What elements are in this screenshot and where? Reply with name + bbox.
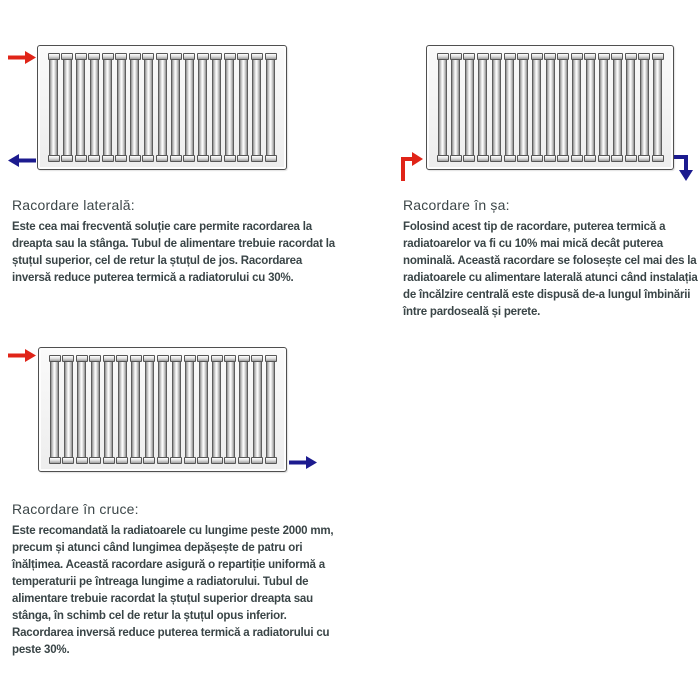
section-body-sa: Folosind acest tip de racordare, puterea termică a radiatoarelor va fi cu 10% mai mică decât puterea nominală. Această racordare se folosește cel mai des la radiatoarele cu alimentare laterală atunci când instalația de încălzire centrală este dispusă de-a lungul îmbinării între pardoseală și perete. [403, 221, 698, 318]
radiator-fin [570, 53, 583, 162]
radiator-fin [223, 53, 236, 162]
radiator-fin [196, 53, 209, 162]
radiator-fin [264, 355, 277, 464]
radiator-fin [584, 53, 597, 162]
radiator-fin [651, 53, 664, 162]
supply-flow-elbow-arrow-icon [399, 151, 424, 181]
supply-flow-arrow-icon [8, 349, 36, 362]
radiator-fin [224, 355, 237, 464]
radiator-fin [449, 53, 462, 162]
radiator-fin [517, 53, 530, 162]
radiator-fin [48, 355, 61, 464]
radiator-fin [129, 355, 142, 464]
radiator-fin [557, 53, 570, 162]
radiator-fin [197, 355, 210, 464]
radiator-fins [436, 53, 664, 162]
radiator-fin [264, 53, 277, 162]
radiator-fin [128, 53, 141, 162]
section-heading-lateral: Racordare laterală: [12, 197, 135, 213]
radiator-fin [210, 53, 223, 162]
radiator-fin [530, 53, 543, 162]
radiator-fin [170, 355, 183, 464]
radiator-fin [183, 355, 196, 464]
radiator-fin [463, 53, 476, 162]
radiator-fin [237, 355, 250, 464]
radiator-fin [503, 53, 516, 162]
section-heading-cruce: Racordare în cruce: [12, 501, 139, 517]
radiator-fin [102, 355, 115, 464]
radiator-fin [142, 53, 155, 162]
radiator-fin [156, 53, 169, 162]
radiator-illustration-sa [426, 45, 674, 170]
radiator-fin [544, 53, 557, 162]
return-flow-arrow-icon [289, 456, 317, 469]
radiator-fin [116, 355, 129, 464]
radiator-fin [611, 53, 624, 162]
radiator-illustration-cruce [38, 347, 287, 472]
radiator-fin [183, 53, 196, 162]
section-body-cruce: Este recomandată la radiatoarele cu lungime peste 2000 mm, precum și atunci când lungimea depășește de patru ori înălțimea. Această racordare asigură o repartiție uniformă a temperaturii pe întreaga lungime a radiatorului. Tubul de alimentare trebuie racordat la ștuțul superior dreapta sau stânga, în schimb cel de retur la ștuțul opus inferior. Racordarea inversă reduce puterea termică a radiatorului cu peste 30%. [12, 525, 334, 656]
radiator-fin [237, 53, 250, 162]
radiator-fins [48, 355, 277, 464]
radiator-fin [115, 53, 128, 162]
radiator-fin [143, 355, 156, 464]
radiator-fin [476, 53, 489, 162]
radiator-fin [156, 355, 169, 464]
radiator-fin [47, 53, 60, 162]
return-flow-arrow-icon [8, 154, 36, 167]
radiator-fin [88, 53, 101, 162]
radiator-fin [597, 53, 610, 162]
radiator-fin [62, 355, 75, 464]
radiator-illustration-lateral [37, 45, 287, 170]
radiator-fin [101, 53, 114, 162]
radiator-fin [89, 355, 102, 464]
radiator-fins [47, 53, 277, 162]
radiator-fin [624, 53, 637, 162]
radiator-fin [61, 53, 74, 162]
supply-flow-arrow-icon [8, 51, 36, 64]
return-flow-elbow-arrow-icon [674, 152, 698, 182]
radiator-fin [169, 53, 182, 162]
section-body-lateral: Este cea mai frecventă soluție care permite racordarea la dreapta sau la stânga. Tubul de alimentare trebuie racordat la ștuțul superior, cel de retur la ștuțul de jos. Racordarea inversă reduce puterea termică a radiatorului cu 30%. [12, 221, 335, 284]
section-heading-sa: Racordare în șa: [403, 197, 510, 213]
radiator-fin [638, 53, 651, 162]
radiator-fin [436, 53, 449, 162]
radiator-fin [251, 355, 264, 464]
radiator-fin [250, 53, 263, 162]
radiator-fin [74, 53, 87, 162]
radiator-fin [75, 355, 88, 464]
radiator-fin [490, 53, 503, 162]
radiator-fin [210, 355, 223, 464]
